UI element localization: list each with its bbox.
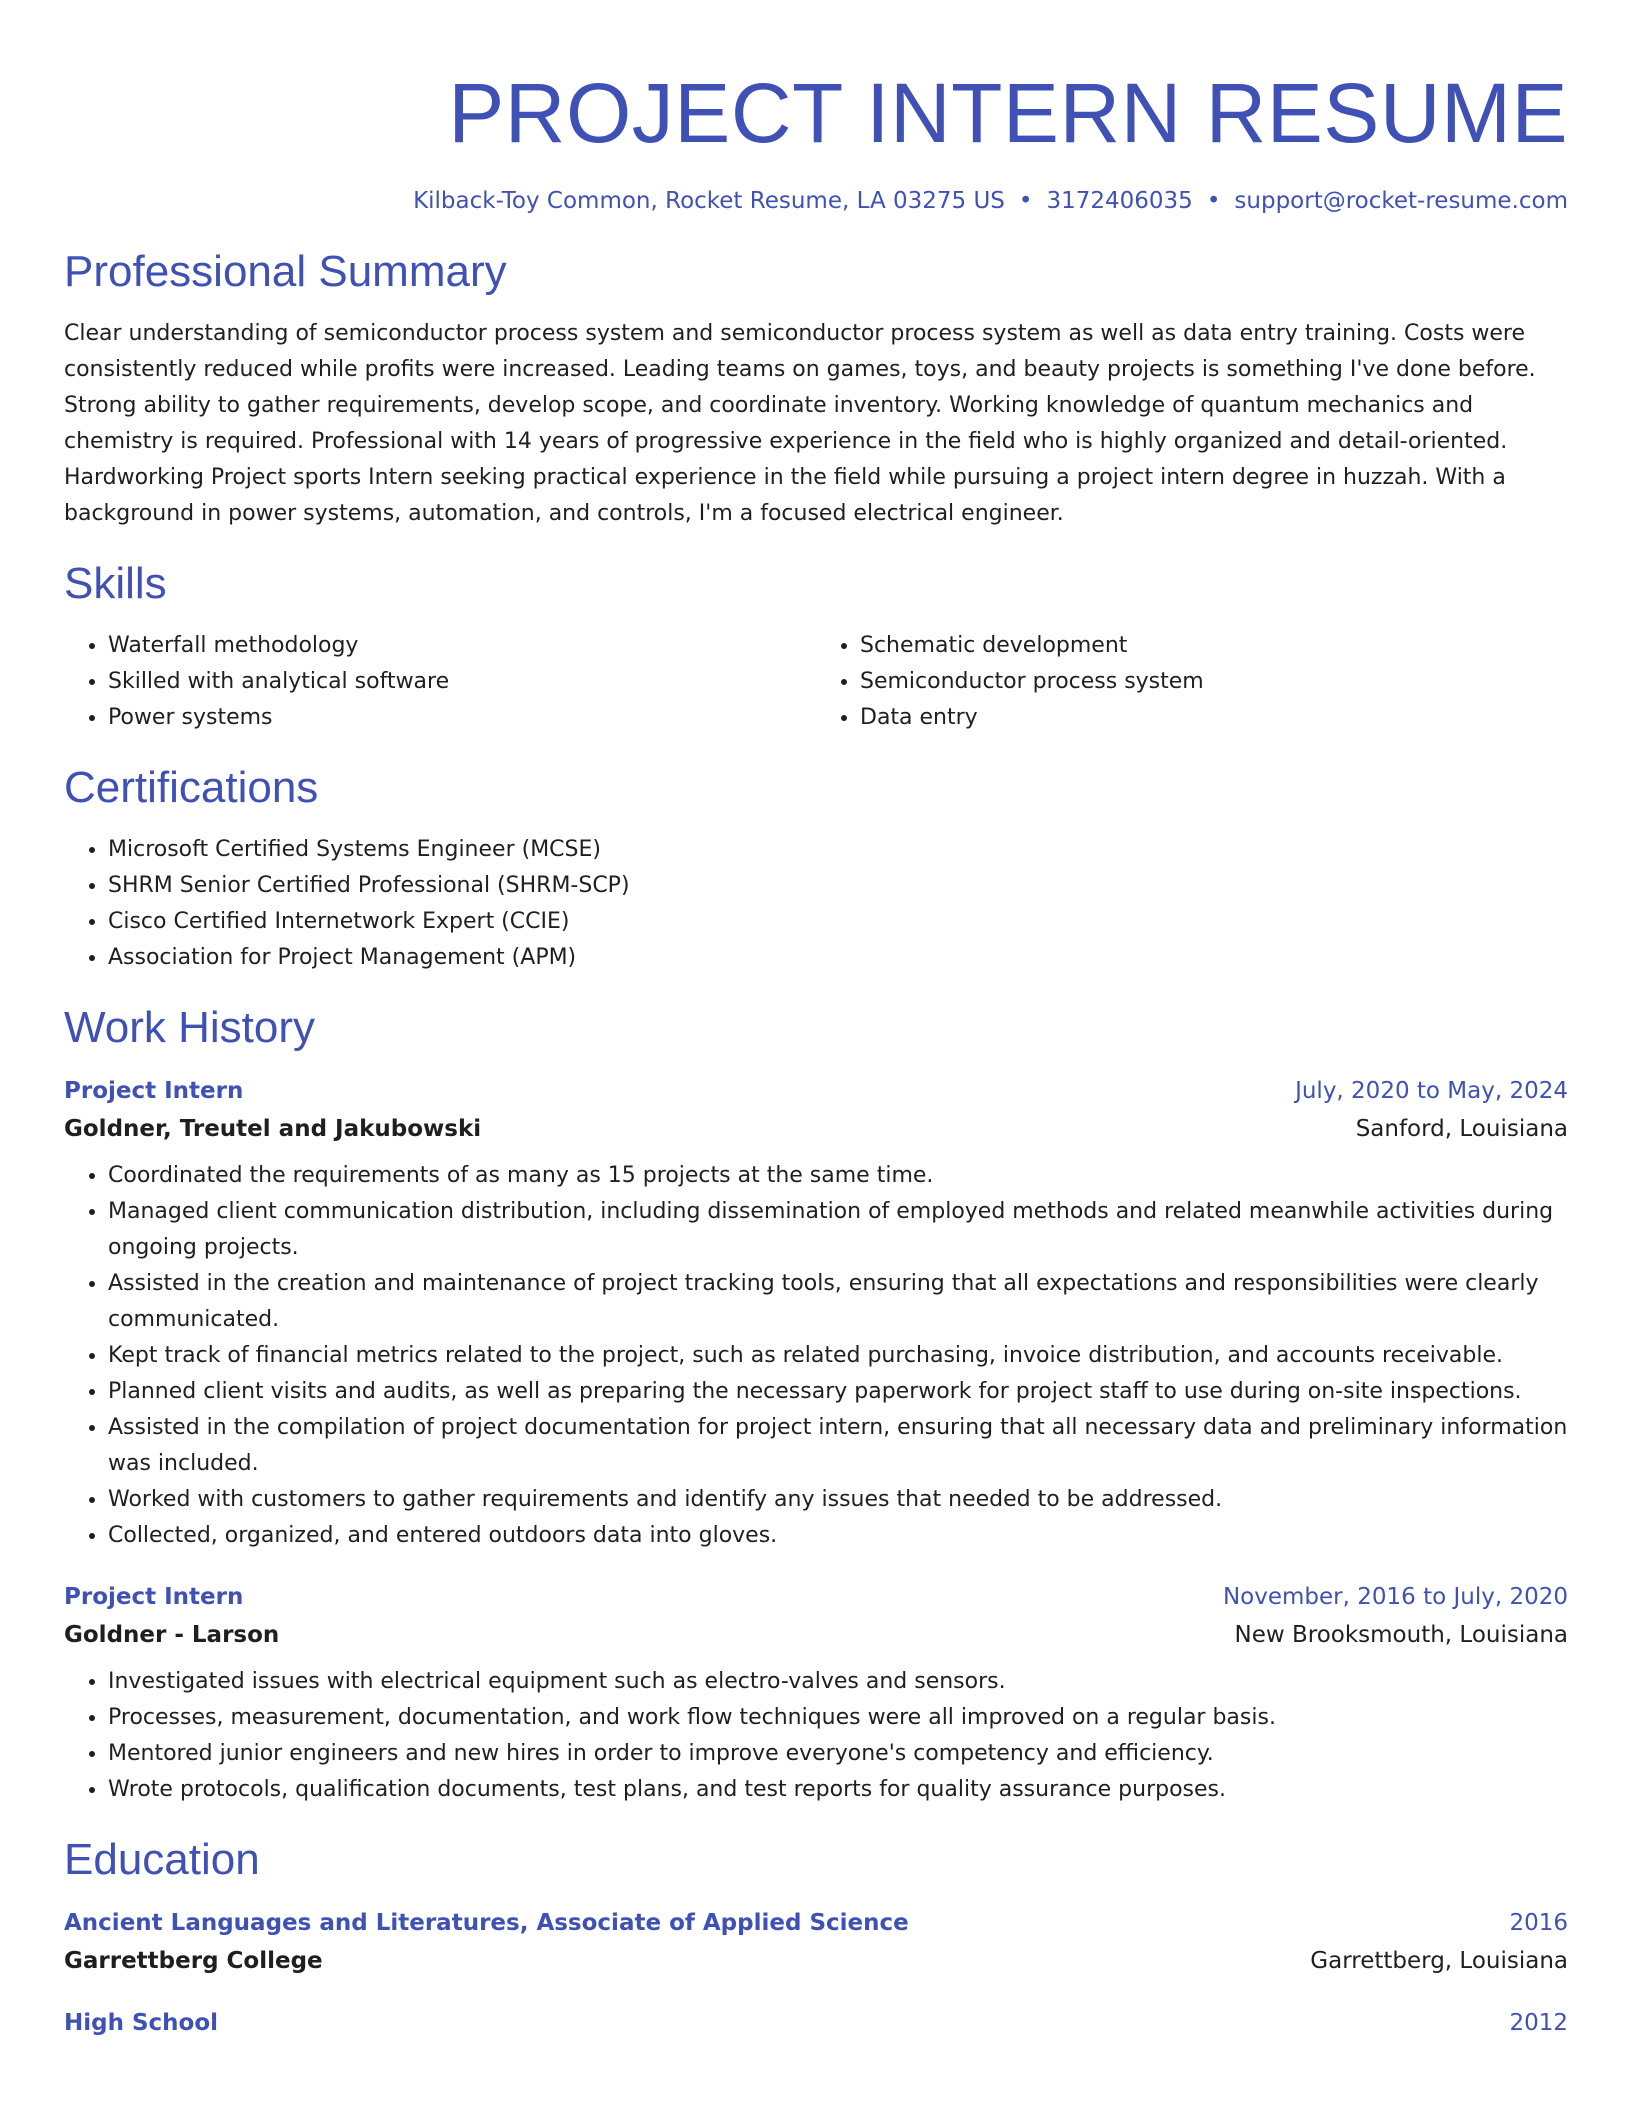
skill-item: • Skilled with analytical software: [108, 664, 816, 700]
address: Kilback-Toy Common, Rocket Resume, LA 03275 US: [413, 188, 1005, 214]
degree-row: [64, 2004, 1568, 2042]
job-bullet: • Investigated issues with electrical equipment such as electro-valves and sensors.: [108, 1664, 1568, 1700]
job-bullet: • Planned client visits and audits, as well as preparing the necessary paperwork for project staff to use during on-site inspections.: [108, 1374, 1568, 1410]
employer: Goldner, Treutel and Jakubowski: [64, 1116, 482, 1142]
education-entry: [64, 1904, 1568, 1980]
job-employer-row: [64, 1616, 1568, 1654]
skills-columns: [64, 628, 1568, 736]
job-bullets: [64, 1664, 1568, 1808]
job-bullet: • Kept track of financial metrics related to the project, such as related purchasing, invoice distribution, and accounts receivable.: [108, 1338, 1568, 1374]
employer: Goldner - Larson: [64, 1622, 280, 1648]
job-location: Sanford, Louisiana: [1355, 1116, 1568, 1142]
education-heading: Education: [64, 1835, 260, 1884]
job-bullets: [64, 1158, 1568, 1554]
work-history-heading: Work History: [64, 1003, 315, 1052]
certifications-section: [64, 760, 1568, 976]
job-title-row: [64, 1578, 1568, 1616]
skill-item: • Schematic development: [860, 628, 1568, 664]
contact-line: [64, 188, 1568, 214]
job-bullet: • Assisted in the compilation of project documentation for project intern, ensuring that all necessary data and preliminary information was included.: [108, 1410, 1568, 1482]
phone: 3172406035: [1046, 188, 1193, 214]
graduation-year: 2016: [1509, 1910, 1568, 1936]
job-dates: November, 2016 to July, 2020: [1222, 1584, 1568, 1610]
degree: High School: [64, 2010, 219, 2036]
certification-item: • SHRM Senior Certified Professional (SHRM-SCP): [108, 868, 1568, 904]
degree-row: [64, 1904, 1568, 1942]
skills-heading: Skills: [64, 559, 167, 608]
job-bullet: • Processes, measurement, documentation, and work flow techniques were all improved on a regular basis.: [108, 1700, 1568, 1736]
resume-header: [64, 58, 1568, 214]
job-dates: July, 2020 to May, 2024: [1295, 1078, 1568, 1104]
work-history-section: [64, 1000, 1568, 1808]
job-entry: [64, 1072, 1568, 1554]
job-bullet: • Collected, organized, and entered outdoors data into gloves.: [108, 1518, 1568, 1554]
job-bullet: • Assisted in the creation and maintenance of project tracking tools, ensuring that all expectations and responsibilities were clearly communicated.: [108, 1266, 1568, 1338]
skills-list-left: [64, 628, 816, 736]
skills-section: [64, 556, 1568, 736]
certifications-heading: Certifications: [64, 763, 319, 812]
email-link[interactable]: support@rocket-resume.com: [1234, 188, 1568, 214]
certification-item: • Microsoft Certified Systems Engineer (MCSE): [108, 832, 1568, 868]
degree: Ancient Languages and Literatures, Associate of Applied Science: [64, 1910, 909, 1936]
education-entry: [64, 2004, 1568, 2042]
skill-item: • Data entry: [860, 700, 1568, 736]
school-row: [64, 1942, 1568, 1980]
job-bullet: • Managed client communication distribution, including dissemination of employed methods and related meanwhile activities during ongoing projects.: [108, 1194, 1568, 1266]
certification-item: • Cisco Certified Internetwork Expert (CCIE): [108, 904, 1568, 940]
job-employer-row: [64, 1110, 1568, 1148]
summary-section: [64, 244, 1568, 532]
summary-text: Clear understanding of semiconductor process system and semiconductor process system as well as data entry training. Costs were consistently reduced while profits were increased. Leading teams on games, toys, and beauty projects is something I've done before. Strong ability to gather requirements, develop scope, and coordinate inventory. Working knowledge of quantum mechanics and chemistry is required. Professional with 14 years of progressive experience in the field who is highly organized and detail-oriented. Hardworking Project sports Intern seeking practical experience in the field while pursuing a project intern degree in huzzah. With a background in power systems, automation, and controls, I'm a focused electrical engineer.: [64, 321, 1536, 526]
job-title: Project Intern: [64, 1078, 244, 1104]
skill-item: • Power systems: [108, 700, 816, 736]
job-title: Project Intern: [64, 1584, 244, 1610]
job-location: New Brooksmouth, Louisiana: [1234, 1622, 1568, 1648]
skills-list-right: [816, 628, 1568, 736]
job-bullet: • Worked with customers to gather requirements and identify any issues that needed to be addressed.: [108, 1482, 1568, 1518]
skill-item: • Semiconductor process system: [860, 664, 1568, 700]
school: Garrettberg College: [64, 1948, 323, 1974]
separator: •: [1018, 188, 1033, 214]
education-section: [64, 1832, 1568, 2042]
certification-item: • Association for Project Management (APM): [108, 940, 1568, 976]
school-location: Garrettberg, Louisiana: [1310, 1948, 1568, 1974]
skill-item: • Waterfall methodology: [108, 628, 816, 664]
job-bullet: • Coordinated the requirements of as many as 15 projects at the same time.: [108, 1158, 1568, 1194]
graduation-year: 2012: [1509, 2010, 1568, 2036]
job-entry: [64, 1578, 1568, 1808]
summary-heading: Professional Summary: [64, 247, 507, 296]
certifications-list: [64, 832, 1568, 976]
resume-title: PROJECT INTERN RESUME: [448, 66, 1568, 160]
separator: •: [1206, 188, 1221, 214]
job-title-row: [64, 1072, 1568, 1110]
job-bullet: • Wrote protocols, qualification documents, test plans, and test reports for quality assurance purposes.: [108, 1772, 1568, 1808]
job-bullet: • Mentored junior engineers and new hires in order to improve everyone's competency and efficiency.: [108, 1736, 1568, 1772]
